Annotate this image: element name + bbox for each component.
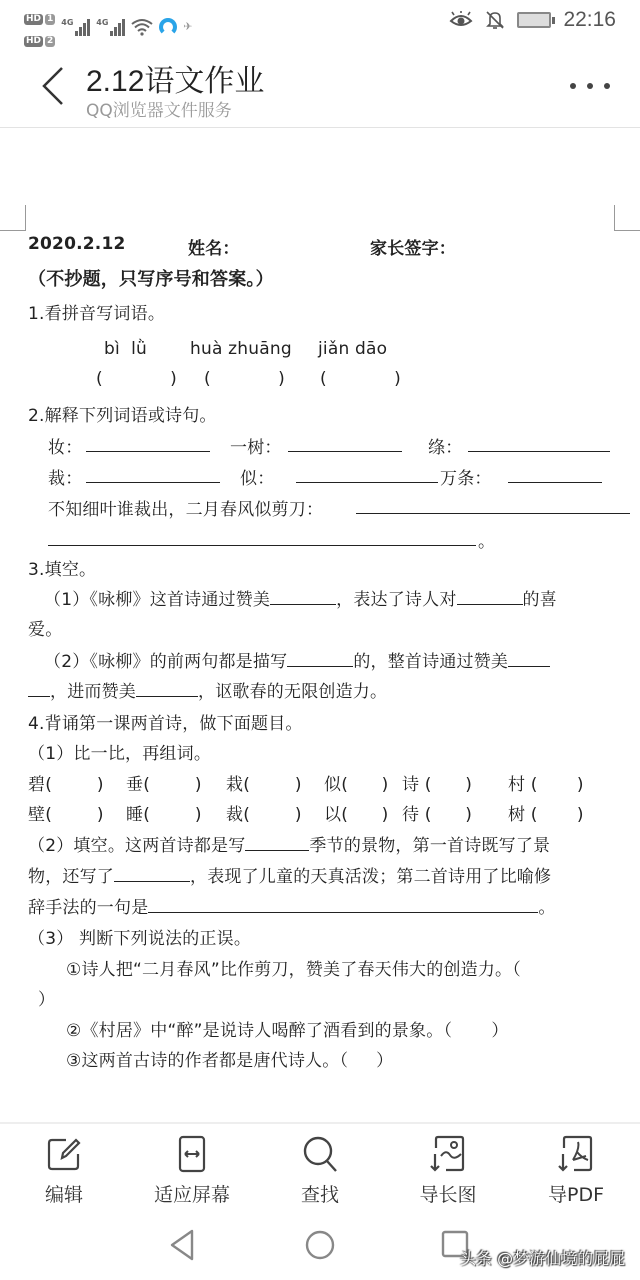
search-button[interactable]: 查找 [256,1124,384,1210]
answer-line [48,529,476,546]
compare-item: 待 ( ) [402,805,473,825]
page-title: 2.12语文作业 [86,65,265,98]
judge-item: ①诗人把“二月春风”比作剪刀，赞美了春天伟大的创造力。（ [66,960,521,980]
qq-browser-icon [159,18,177,36]
chevron-left-icon[interactable] [38,64,68,108]
judge-item-cont: ） [38,990,56,1010]
judge-item: ②《村居》中“醉”是说诗人喝醉了酒看到的景象。（ ） [66,1021,509,1041]
eye-comfort-icon [449,11,473,29]
compare-item: 似( ) [324,775,389,795]
parent-sign-label: 家长签字： [370,239,456,259]
doc-date: 2020.2.12 [28,234,126,254]
mute-bell-icon [485,10,505,30]
q3-p1: （1）《咏柳》这首诗通过赞美 ，表达了诗人对 的喜 [44,590,557,610]
status-bar [0,0,640,44]
q1-title: 1.看拼音写词语。 [28,304,166,324]
answer-blank: ( ) [204,369,285,389]
sim-indicators [24,6,55,47]
q4-sub3: （3） 判断下列说法的正误。 [28,929,252,949]
answer-line [86,466,220,483]
q3-p2-cont: ，进而赞美 ，讴歌春的无限创造力。 [28,677,387,702]
clock: 22:16 [563,8,616,31]
answer-blank: ( ) [96,369,177,389]
q4-title: 4.背诵第一课两首诗，做下面题目。 [28,714,303,734]
poem-line: 不知细叶谁裁出，二月春风似剪刀： [48,500,324,520]
app-notification-icon: ✈ [183,20,193,33]
term-label: 裁： [48,469,83,489]
compare-item: 树 ( ) [508,805,584,825]
page-subtitle: QQ浏览器文件服务 [86,101,232,121]
compare-item: 睡( ) [126,805,202,825]
watermark: 头条 @梦游仙境的屁屁 [460,1249,626,1268]
term-label: 一树： [230,438,282,458]
status-right [449,8,616,32]
term-label: 妆： [48,438,83,458]
judge-item: ③这两首古诗的作者都是唐代诗人。（ ） [66,1051,394,1071]
compare-item: 村 ( ) [508,775,584,795]
answer-line [86,435,210,452]
bottom-toolbar [0,1122,640,1210]
q4-sub1: （1）比一比，再组词。 [28,744,212,764]
answer-blank: ( ) [320,369,401,389]
export-pdf-icon [556,1134,596,1174]
export-long-image-button[interactable]: 导长图 [384,1124,512,1210]
compare-item: 栽( ) [226,775,302,795]
system-nav-bar [0,1210,640,1280]
end-mark: 。 [478,532,496,552]
status-left [24,6,193,47]
compare-item: 壁( ) [28,805,104,825]
q2-title: 2.解释下列词语或诗句。 [28,406,217,426]
export-long-image-icon [428,1134,468,1174]
home-circle-icon[interactable] [303,1228,337,1262]
hd-icon: HD 2 [26,36,54,46]
signal-icon: 4G [61,18,90,36]
export-pdf-button[interactable]: 导PDF [512,1124,640,1210]
term-label: 似： [240,469,275,489]
search-icon [300,1134,340,1174]
q4-sub2-cont2: 辞手法的一句是 。 [28,898,556,918]
compare-item: 裁( ) [226,805,302,825]
q4-sub2: （2）填空。这两首诗都是写 季节的景物，第一首诗既写了景 [28,836,551,856]
signal-icon: 4G [96,18,125,36]
answer-line [296,466,438,483]
instruction: （不抄题，只写序号和答案。） [28,269,274,290]
document-viewer[interactable] [0,129,640,1122]
compare-item: 碧( ) [28,775,104,795]
edit-icon [44,1134,84,1174]
fit-screen-icon [172,1134,212,1174]
answer-line [288,435,402,452]
q3-title: 3.填空。 [28,560,97,580]
pinyin-3: jiǎn dāo [318,339,388,359]
q4-sub2-cont: 物，还写了 ，表现了儿童的天真活泼；第二首诗用了比喻修 [28,867,552,887]
answer-line [356,497,630,514]
page-corner-mark [0,205,26,231]
answer-line [468,435,610,452]
title-bar [0,44,640,128]
compare-item: 垂( ) [126,775,202,795]
fit-screen-button[interactable]: 适应屏幕 [128,1124,256,1210]
name-label: 姓名： [188,239,240,259]
compare-item: 诗 ( ) [402,775,473,795]
answer-line [508,466,602,483]
hd-icon: HD 1 [26,14,54,24]
wifi-icon [131,18,153,36]
term-label: 万条： [440,469,492,489]
battery-charging-icon [517,12,551,28]
edit-button[interactable]: 编辑 [0,1124,128,1210]
more-horizontal-icon[interactable] [570,74,610,98]
q3-p2: （2）《咏柳》的前两句都是描写 的，整首诗通过赞美 [44,647,550,672]
pinyin-1: bì lǜ [104,339,148,359]
q3-p1-cont: 爱。 [28,620,63,640]
page-corner-mark [614,205,640,231]
term-label: 绦： [428,438,463,458]
pinyin-2: huà zhuāng [190,339,292,359]
compare-item: 以( ) [324,805,389,825]
back-triangle-icon[interactable] [166,1228,200,1262]
